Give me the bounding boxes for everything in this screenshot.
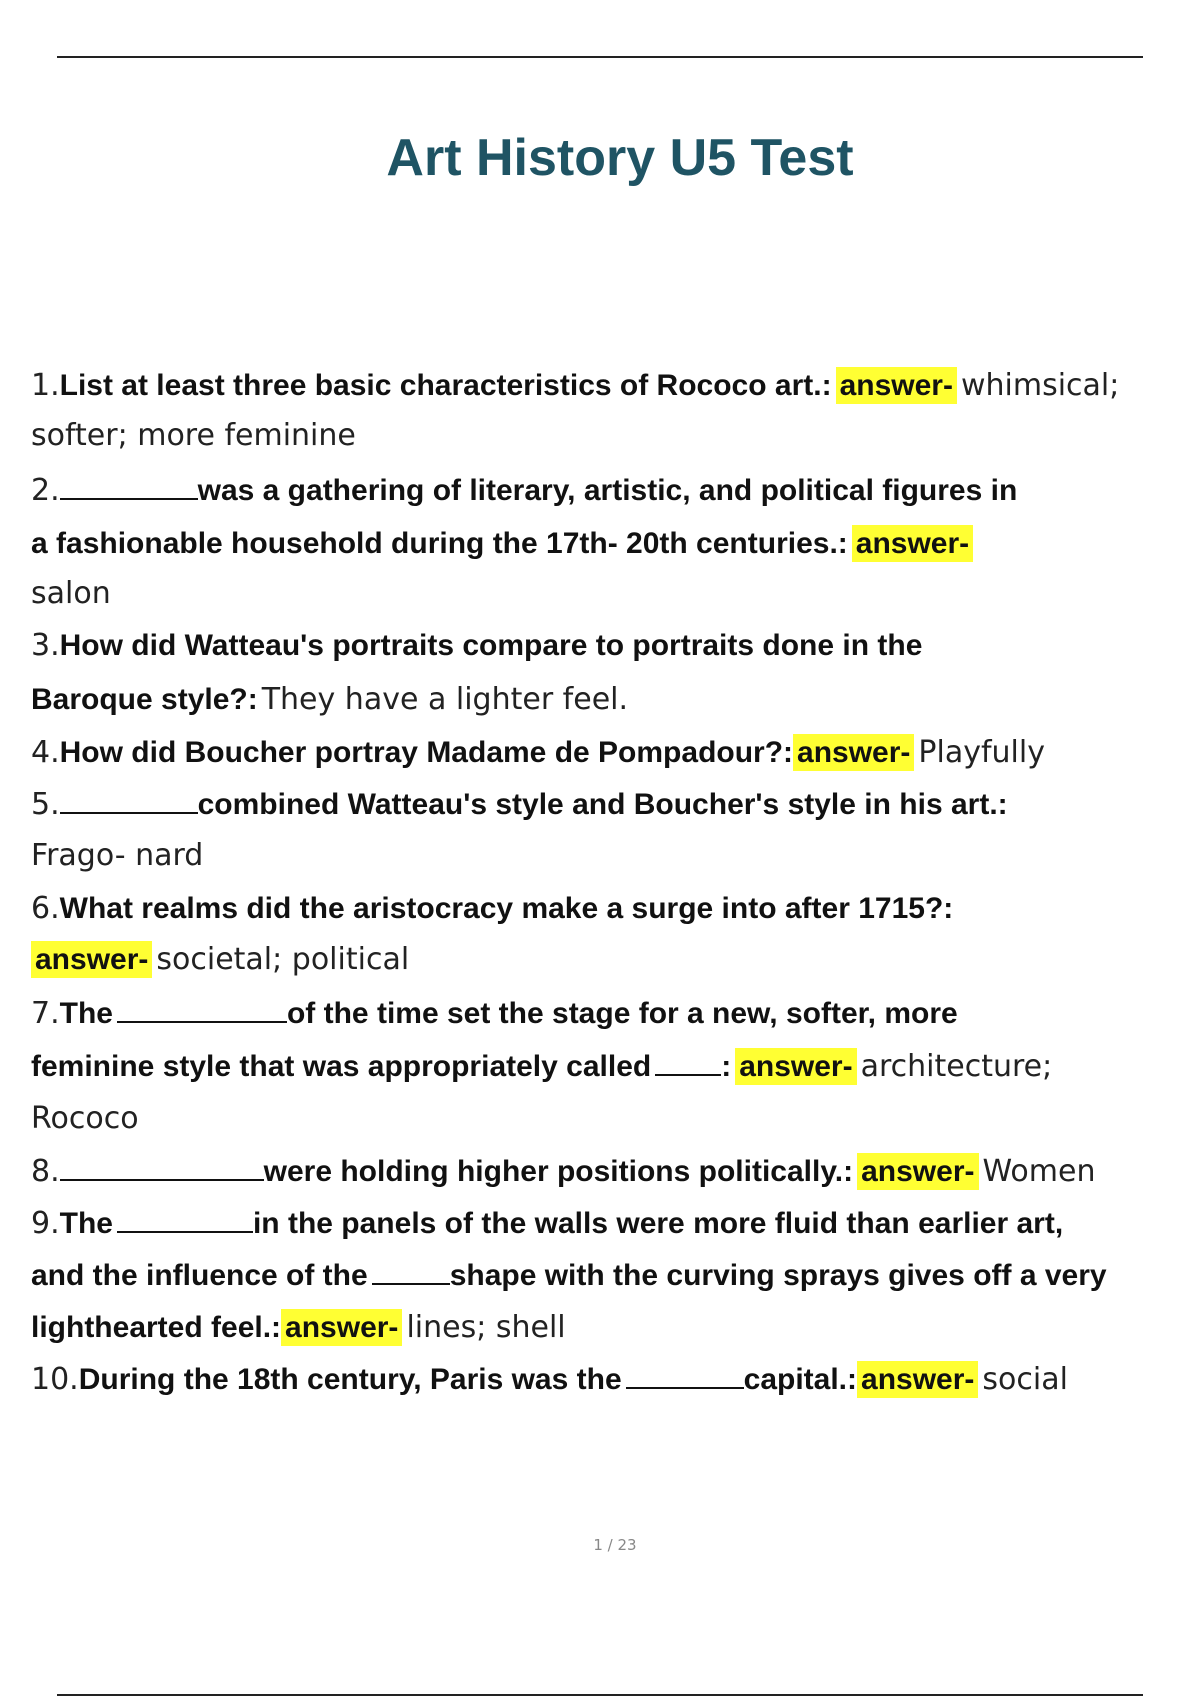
question-3-text: How did Watteau's portraits compare to portraits done in the: [59, 629, 923, 662]
answer-label: answer-: [793, 734, 914, 771]
question-2-line-2: a fashionable household during the 17th- 20th centuries.: answer-: [31, 516, 973, 572]
question-5-text: combined Watteau's style and Boucher's style in his art.:: [197, 788, 1008, 821]
question-7-line-2: feminine style that was appropriately called : answer- architecture;: [31, 1049, 1053, 1084]
question-10-line-1: 10.During the 18th century, Paris was the capital.: answer- social: [31, 1362, 1068, 1397]
question-6-line-1: 6.What realms did the aristocracy make a surge into after 1715?:: [31, 891, 954, 926]
question-1-text: List at least three basic characteristics of Rococo art.:: [59, 369, 832, 402]
question-7-line-1: 7.The of the time set the stage for a new, softer, more: [31, 996, 958, 1031]
answer-label: answer-: [857, 1153, 978, 1190]
answer-label: answer-: [31, 941, 152, 978]
question-6-text: What realms did the aristocracy make a surge into after 1715?:: [59, 892, 954, 925]
question-4-text: How did Boucher portray Madame de Pompadour?:: [59, 736, 794, 769]
question-3-line-1: 3.How did Watteau's portraits compare to portraits done in the: [31, 628, 923, 663]
question-8-answer: Women: [982, 1154, 1096, 1189]
question-1-answer: whimsical;: [960, 368, 1120, 403]
blank-line: [626, 1365, 744, 1389]
page-title: Art History U5 Test: [386, 129, 854, 187]
question-2-line-3: [31, 566, 111, 622]
bottom-rule: [57, 1694, 1143, 1696]
answer-label: answer-: [836, 367, 957, 404]
question-1-line-1: 1.List at least three basic characteristics of Rococo art.: answer- whimsical;: [31, 368, 1120, 403]
question-8-text: were holding higher positions politically.:: [263, 1155, 854, 1188]
top-rule: [57, 56, 1143, 58]
blank-line: [60, 1157, 264, 1181]
question-9-answer: lines; shell: [406, 1310, 566, 1345]
answer-label: answer-: [281, 1309, 402, 1346]
page-indicator: 1 / 23: [593, 1536, 637, 1554]
question-2-text: was a gathering of literary, artistic, and political figures in: [197, 474, 1018, 507]
question-4-answer: Playfully: [918, 735, 1045, 770]
question-5-line-2: [31, 828, 203, 884]
blank-line: [372, 1261, 450, 1285]
question-5-answer: Frago- nard: [31, 838, 204, 873]
question-4-line-1: 4.How did Boucher portray Madame de Pompadour?: answer- Playfully: [31, 735, 1045, 770]
question-7-answer: architecture;: [860, 1049, 1053, 1084]
answer-label: answer-: [735, 1048, 856, 1085]
blank-line: [117, 999, 287, 1023]
blank-line: [117, 1209, 253, 1233]
blank-line: [60, 790, 198, 814]
answer-label: answer-: [852, 525, 973, 562]
question-8-line-1: 8. were holding higher positions politically.: answer- Women: [31, 1154, 1096, 1189]
question-10-text: capital.:: [743, 1363, 858, 1396]
blank-line: [60, 476, 198, 500]
question-9-line-3: lighthearted feel.: answer- lines; shell: [31, 1310, 566, 1345]
answer-label: answer-: [857, 1361, 978, 1398]
question-9-line-1: 9.The in the panels of the walls were more fluid than earlier art,: [31, 1206, 1064, 1241]
question-3-line-2: Baroque style?: They have a lighter feel.: [31, 682, 629, 717]
question-1-line-2: softer; more feminine: [31, 418, 356, 453]
question-6-line-2: [31, 932, 409, 988]
question-5-line-1: 5. combined Watteau's style and Boucher's style in his art.:: [31, 787, 1008, 822]
question-9-text: in the panels of the walls were more fluid than earlier art,: [252, 1207, 1064, 1240]
question-7-text: of the time set the stage for a new, softer, more: [286, 997, 958, 1030]
question-10-answer: social: [982, 1362, 1068, 1397]
question-2-line-1: 2. was a gathering of literary, artistic, and political figures in: [31, 473, 1018, 508]
blank-line: [655, 1052, 721, 1076]
question-9-line-2: and the influence of the shape with the curving sprays gives off a very: [31, 1259, 1107, 1292]
question-7-line-3: Rococo: [31, 1101, 139, 1136]
question-2-answer: salon: [31, 576, 111, 611]
question-6-answer: societal; political: [156, 942, 410, 977]
question-3-answer: They have a lighter feel.: [261, 682, 629, 717]
